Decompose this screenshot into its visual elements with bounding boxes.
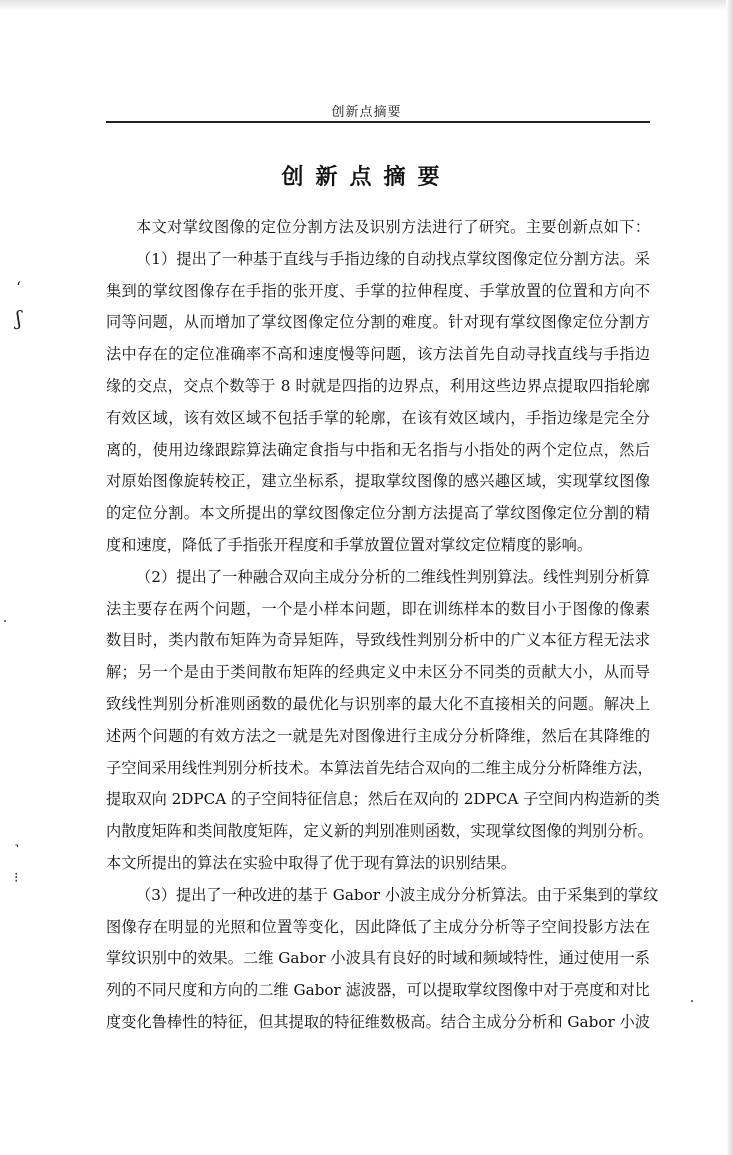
body-line: （3）提出了一种改进的基于 Gabor 小波主成分分析算法。由于采集到的掌纹 <box>136 885 659 904</box>
body-line: 本文对掌纹图像的定位分割方法及识别方法进行了研究。主要创新点如下： <box>136 218 650 236</box>
body-line: （2）提出了一种融合双向主成分分析的二维线性判别算法。线性判别分析算 <box>136 567 650 586</box>
body-line: 提取双向 2DPCA 的子空间特征信息；然后在双向的 2DPCA 子空间内构造新的类 <box>106 790 660 809</box>
scan-mark: ⁝ <box>14 870 19 886</box>
body-line: 集到的掌纹图像存在手指的张开度、手掌的拉伸程度、手掌放置的位置和方向不 <box>106 281 650 300</box>
body-line: 度和速度，降低了手指张开程度和手掌放置位置对掌纹定位精度的影响。 <box>106 535 592 554</box>
body-line: 子空间采用线性判别分析技术。本算法首先结合双向的二维主成分分析降维方法， <box>106 758 653 777</box>
body-line: 法主要存在两个问题，一个是小样本问题，即在训练样本的数目小于图像的像素 <box>106 599 650 618</box>
body-line: 同等问题，从而增加了掌纹图像定位分割的难度。针对现有掌纹图像定位分割方 <box>106 313 650 332</box>
body-line: 的定位分割。本文所提出的掌纹图像定位分割方法提高了掌纹图像定位分割的精 <box>106 504 650 523</box>
body-line: 解；另一个是由于类间散布矩阵的经典定义中未区分不同类的贡献大小，从而导 <box>106 663 650 682</box>
scan-dot <box>4 620 6 622</box>
scan-mark: ˺ <box>14 840 20 859</box>
body-line: 离的，使用边缘跟踪算法确定食指与中指和无名指与小指处的两个定位点，然后 <box>106 440 650 459</box>
scan-mark: ʻ <box>16 278 22 297</box>
page-title: 创新点摘要 <box>281 165 452 190</box>
body-line: （1）提出了一种基于直线与手指边缘的自动找点掌纹图像定位分割方法。采 <box>136 249 650 268</box>
body-line: 数目时，类内散布矩阵为奇异矩阵，导致线性判别分析中的广义本征方程无法求 <box>106 631 650 650</box>
body-line: 有效区域，该有效区域不包括手掌的轮廓，在该有效区域内，手指边缘是完全分 <box>106 408 650 427</box>
header-rule <box>106 121 650 123</box>
body-line: 法中存在的定位准确率不高和速度慢等问题，该方法首先自动寻找直线与手指边 <box>106 345 650 364</box>
running-header: 创新点摘要 <box>331 105 402 120</box>
body-line: 缘的交点，交点个数等于 8 时就是四指的边界点，利用这些边界点提取四指轮廓 <box>106 376 650 395</box>
body-text <box>106 212 660 1039</box>
body-line: 掌纹识别中的效果。二维 Gabor 小波具有良好的时域和频域特性，通过使用一系 <box>106 949 650 968</box>
body-line: 度变化鲁棒性的特征，但其提取的特征维数极高。结合主成分分析和 Gabor 小波 <box>106 1012 650 1031</box>
scan-shadow-top <box>0 0 733 10</box>
body-line: 致线性判别分析准则函数的最优化与识别率的最大化不直接相关的问题。解决上 <box>106 694 650 713</box>
body-line: 述两个问题的有效方法之一就是先对图像进行主成分分析降维，然后在其降维的 <box>106 726 650 745</box>
body-line: 列的不同尺度和方向的二维 Gabor 滤波器，可以提取掌纹图像中对于亮度和对比 <box>106 981 650 1000</box>
body-line: 内散度矩阵和类间散度矩阵，定义新的判别准则函数，实现掌纹图像的判别分析。 <box>106 822 653 841</box>
body-line: 对原始图像旋转校正，建立坐标系，提取掌纹图像的感兴趣区域，实现掌纹图像 <box>106 472 650 491</box>
body-line: 图像存在明显的光照和位置等变化，因此降低了主成分分析等子空间投影方法在 <box>106 917 650 936</box>
scan-dot <box>691 1000 693 1002</box>
body-line: 本文所提出的算法在实验中取得了优于现有算法的识别结果。 <box>106 853 517 872</box>
scan-mark: ʃ <box>16 306 22 330</box>
